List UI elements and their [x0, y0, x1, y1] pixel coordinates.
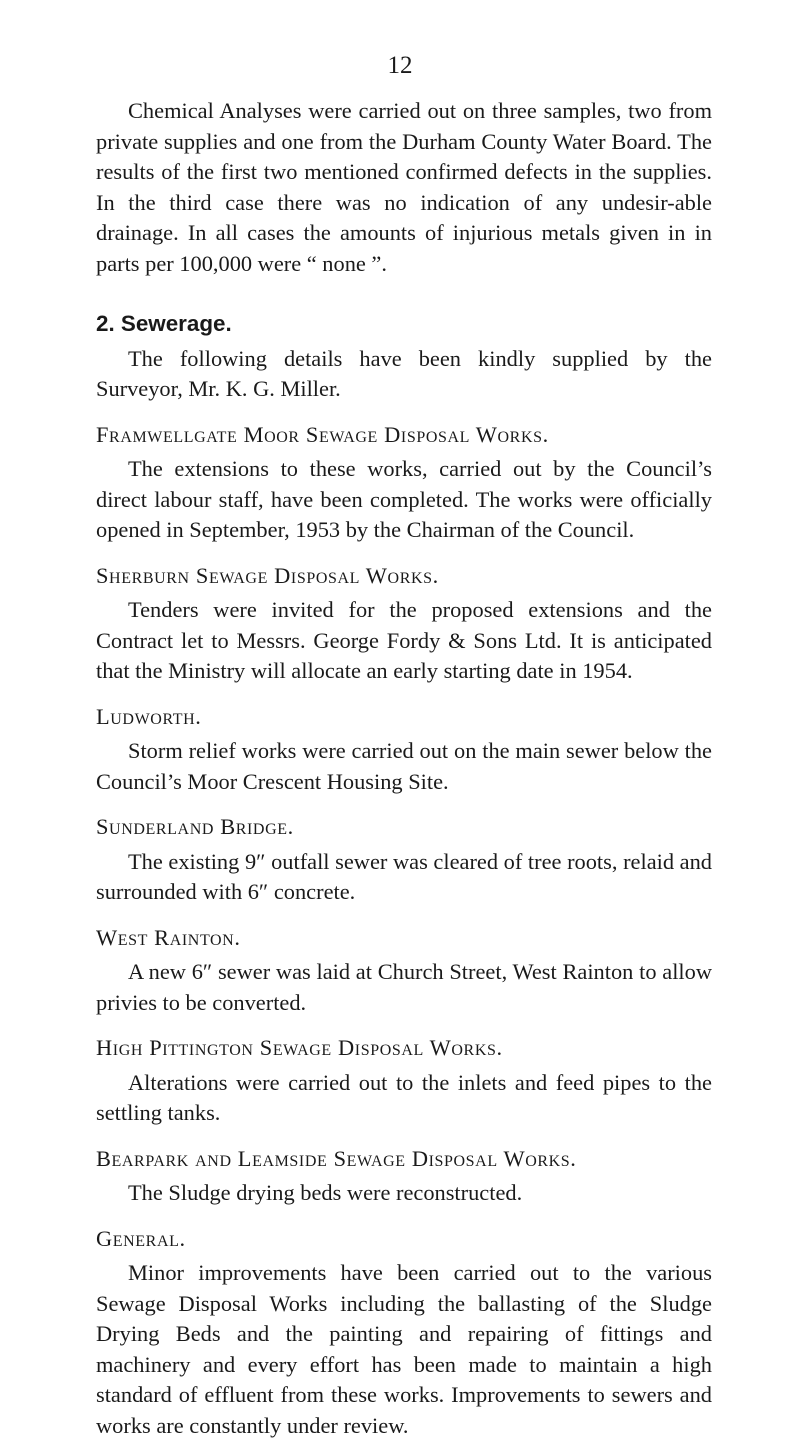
- page-body: [96, 96, 712, 1441]
- paragraph-ludworth: Storm relief works were carried out on the main sewer below the Council’s Moor Crescent Housing Site.: [96, 738, 712, 794]
- paragraph-framwellgate: The extensions to these works, carried out by the Council’s direct labour staff, have been completed. The works were officially opened in September, 1953 by the Chairman of the Council.: [96, 456, 712, 542]
- subheading-sherburn: Sherburn Sewage Disposal Works.: [96, 562, 439, 588]
- page-number: 12: [387, 52, 413, 79]
- subheading-sunderland-bridge: Sunderland Bridge.: [96, 814, 294, 839]
- paragraph-sunderland-bridge: The existing 9″ outfall sewer was cleared of tree roots, relaid and surrounded with 6″ concrete.: [96, 848, 712, 904]
- subheading-general: General.: [96, 1225, 186, 1251]
- paragraph-west-rainton: A new 6″ sewer was laid at Church Street, West Rainton to allow privies to be converted.: [96, 959, 712, 1015]
- subheading-high-pittington: High Pittington Sewage Disposal Works.: [96, 1035, 503, 1060]
- paragraph-general: Minor improvements have been carried out to the various Sewage Disposal Works including the ballasting of the Sludge Drying Beds and the painting and repairing of fittings and machinery and every effort has been made to maintain a high standard of effluent from these works. Improvements to sewers and works are constantly under review.: [96, 1260, 712, 1438]
- paragraph-sherburn: Tenders were invited for the proposed extensions and the Contract let to Messrs. George Fordy & Sons Ltd. It is anticipated that the Ministry will allocate an early starting date in 1954.: [96, 597, 712, 683]
- subheading-ludworth: Ludworth.: [96, 703, 202, 729]
- paragraph-bearpark-leamside: The Sludge drying beds were reconstructed.: [128, 1180, 523, 1205]
- subheading-framwellgate: Framwellgate Moor Sewage Disposal Works.: [96, 421, 549, 447]
- subheading-west-rainton: West Rainton.: [96, 924, 241, 950]
- section-intro: The following details have been kindly supplied by the Surveyor, Mr. K. G. Miller.: [96, 345, 712, 401]
- paragraph-high-pittington: Alterations were carried out to the inlets and feed pipes to the settling tanks.: [96, 1069, 712, 1125]
- intro-paragraph: Chemical Analyses were carried out on three samples, two from private supplies and one from the Durham County Water Board. The results of the first two mentioned confirmed defects in the supplies. In the third case there was no indication of any undesir-able drainage. In all cases the amounts of injurious metals given in in parts per 100,000 were “ none ”.: [96, 98, 712, 276]
- subheading-bearpark-leamside: Bearpark and Leamside Sewage Disposal Works.: [96, 1145, 577, 1171]
- section-title: 2. Sewerage.: [96, 311, 232, 336]
